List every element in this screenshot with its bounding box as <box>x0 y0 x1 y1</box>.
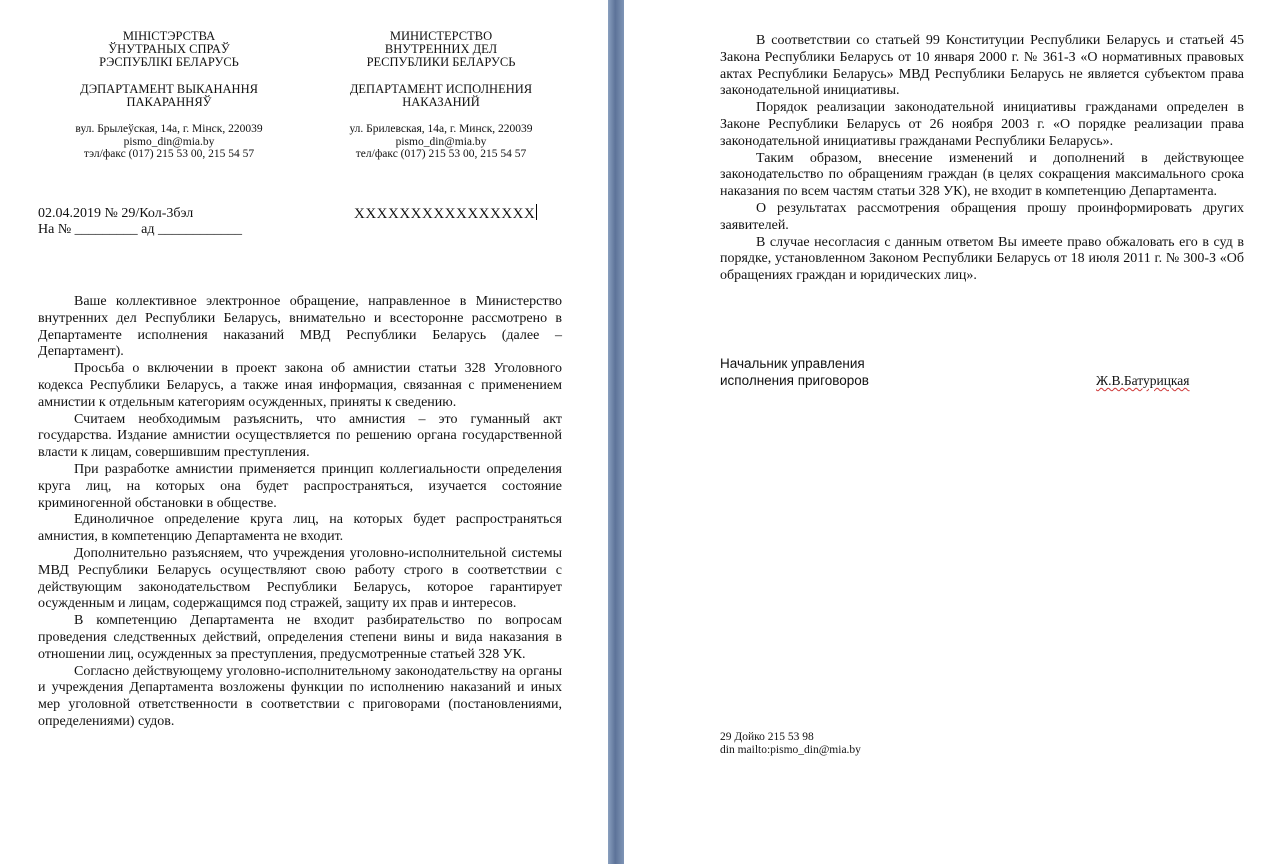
ministry-line: РЭСПУБЛІКІ БЕЛАРУСЬ <box>99 55 239 69</box>
department-name-by <box>38 83 300 109</box>
department-name-ru <box>310 83 572 109</box>
department-line: ПАКАРАННЯЎ <box>126 95 212 109</box>
address-block-ru <box>310 123 572 161</box>
paragraph: Единоличное определение круга лиц, на которых будет распространяться амнистия, в компетенцию Департамента не входит. <box>38 512 562 545</box>
phone-line: тел/факс (017) 215 53 00, 215 54 57 <box>355 148 527 160</box>
recipient-field[interactable] <box>354 204 537 223</box>
paragraph: Согласно действующему уголовно-исполнительному законодательству на органы и учреждения Департамента возложены функции по исполнению наказаний и иных мер уголовной ответственности в соответствии с приговорами (постановлениями, определениями) судов. <box>38 663 562 729</box>
ministry-line: ЎНУТРАНЫХ СПРАЎ <box>108 42 230 56</box>
address-line: ул. Брилевская, 14а, г. Минск, 220039 <box>349 123 533 135</box>
letter-body-right <box>720 33 1244 285</box>
letter-body-left <box>38 294 562 731</box>
text-cursor <box>536 204 537 220</box>
email-line: pismo_din@mia.by <box>395 135 487 148</box>
letterhead-russian <box>310 30 572 161</box>
reference-line: На № _________ ад ____________ <box>38 222 243 237</box>
department-line: ДЕПАРТАМЕНТ ИСПОЛНЕНИЯ <box>349 82 533 96</box>
signatory-position: исполнения приговоров <box>720 373 869 388</box>
paragraph: Считаем необходимым разъяснить, что амнистия – это гуманный акт государства. Издание амнистии осуществляется по решению органа государственной власти к лицам, совершившим преступления. <box>38 411 562 461</box>
ministry-line: ВНУТРЕННИХ ДЕЛ <box>384 42 498 56</box>
document-page-left <box>0 0 608 864</box>
department-line: НАКАЗАНИЙ <box>402 95 480 109</box>
letterhead-belarusian <box>38 30 300 161</box>
signatory-position: Начальник управления <box>720 356 865 371</box>
paragraph: Дополнительно разъясняем, что учреждения уголовно-исполнительной системы МВД Республики Беларусь осуществляют свою работу строго в соответствии с действующим законодательством Республики Беларусь, которое гарантирует осужденным и лицам, содержащимся под стражей, защиту их прав и интересов. <box>38 545 562 612</box>
paragraph: В соответствии со статьей 99 Конституции Республики Беларусь и статьей 45 Закона Республики Беларусь от 10 января 2000 г. № 361-З «О нормативных правовых актах Республики Беларусь» МВД Республики Беларусь не является субъектом права законодательной инициативы. <box>720 33 1244 99</box>
registration-block <box>38 206 242 238</box>
recipient-text: XXXXXXXXXXXXXXXX <box>354 206 536 222</box>
paragraph: Ваше коллективное электронное обращение, направленное в Министерство внутренних дел Республики Беларусь, внимательно и всесторонне рассмотрено в Департаменте исполнения наказаний МВД Республики Беларусь (далее – Департамент). <box>38 294 562 360</box>
ministry-line: РЕСПУБЛИКИ БЕЛАРУСЬ <box>366 55 516 69</box>
date-number: 02.04.2019 № 29/Кол-3бэл <box>38 206 194 221</box>
paragraph: Таким образом, внесение изменений и дополнений в действующее законодательство по обращениям граждан (в целях сокращения максимального срока наказания по всем частям статьи 328 УК), не входит в компетенцию Департамента. <box>720 150 1244 200</box>
signatory-name: Ж.В.Батурицкая <box>1096 373 1190 388</box>
paragraph: Просьба о включении в проект закона об амнистии статьи 328 Уголовного кодекса Республики Беларусь, а также иная информация, связанная с применением амнистии к отдельным категориям осужденных, приняты к сведению. <box>38 361 562 410</box>
department-line: ДЭПАРТАМЕНТ ВЫКАНАННЯ <box>80 82 258 96</box>
executor-footer <box>720 731 861 757</box>
ministry-line: МІНІСТЭРСТВА <box>122 29 216 43</box>
paragraph: В компетенцию Департамента не входит разбирательство по вопросам проведения следственных действий, определения степени вины и вида наказания в отношении лиц, осужденных за преступления, предусмотренные статьей 328 УК. <box>38 613 562 662</box>
executor-line: 29 Дойко 215 53 98 <box>720 731 814 743</box>
paragraph: О результатах рассмотрения обращения прошу проинформировать других заявителей. <box>720 200 1244 233</box>
ministry-name-by <box>38 30 300 69</box>
ministry-name-ru <box>310 30 572 69</box>
paragraph: При разработке амнистии применяется принцип коллегиальности определения круга лиц, на которых она будет распространяться, изучается состояние криминогенной обстановки в обществе. <box>38 461 562 511</box>
page-separator <box>608 0 624 864</box>
executor-email-line: din mailto:pismo_din@mia.by <box>720 744 861 756</box>
address-line: вул. Брылеўская, 14а, г. Мінск, 220039 <box>75 123 263 135</box>
ministry-line: МИНИСТЕРСТВО <box>389 29 493 43</box>
email-line: pismo_din@mia.by <box>123 135 215 148</box>
paragraph: В случае несогласия с данным ответом Вы имеете право обжаловать его в суд в порядке, установленном Законом Республики Беларусь от 18 июля 2011 г. № 300-З «Об обращениях граждан и юридических лиц». <box>720 234 1244 284</box>
address-block-by <box>38 123 300 161</box>
paragraph: Порядок реализации законодательной инициативы гражданами определен в Законе Республики Беларусь от 26 ноября 2003 г. «О порядке реализации права законодательной инициативы гражданами Республики Беларусь». <box>720 100 1244 149</box>
phone-line: тэл/факс (017) 215 53 00, 215 54 57 <box>83 148 255 160</box>
